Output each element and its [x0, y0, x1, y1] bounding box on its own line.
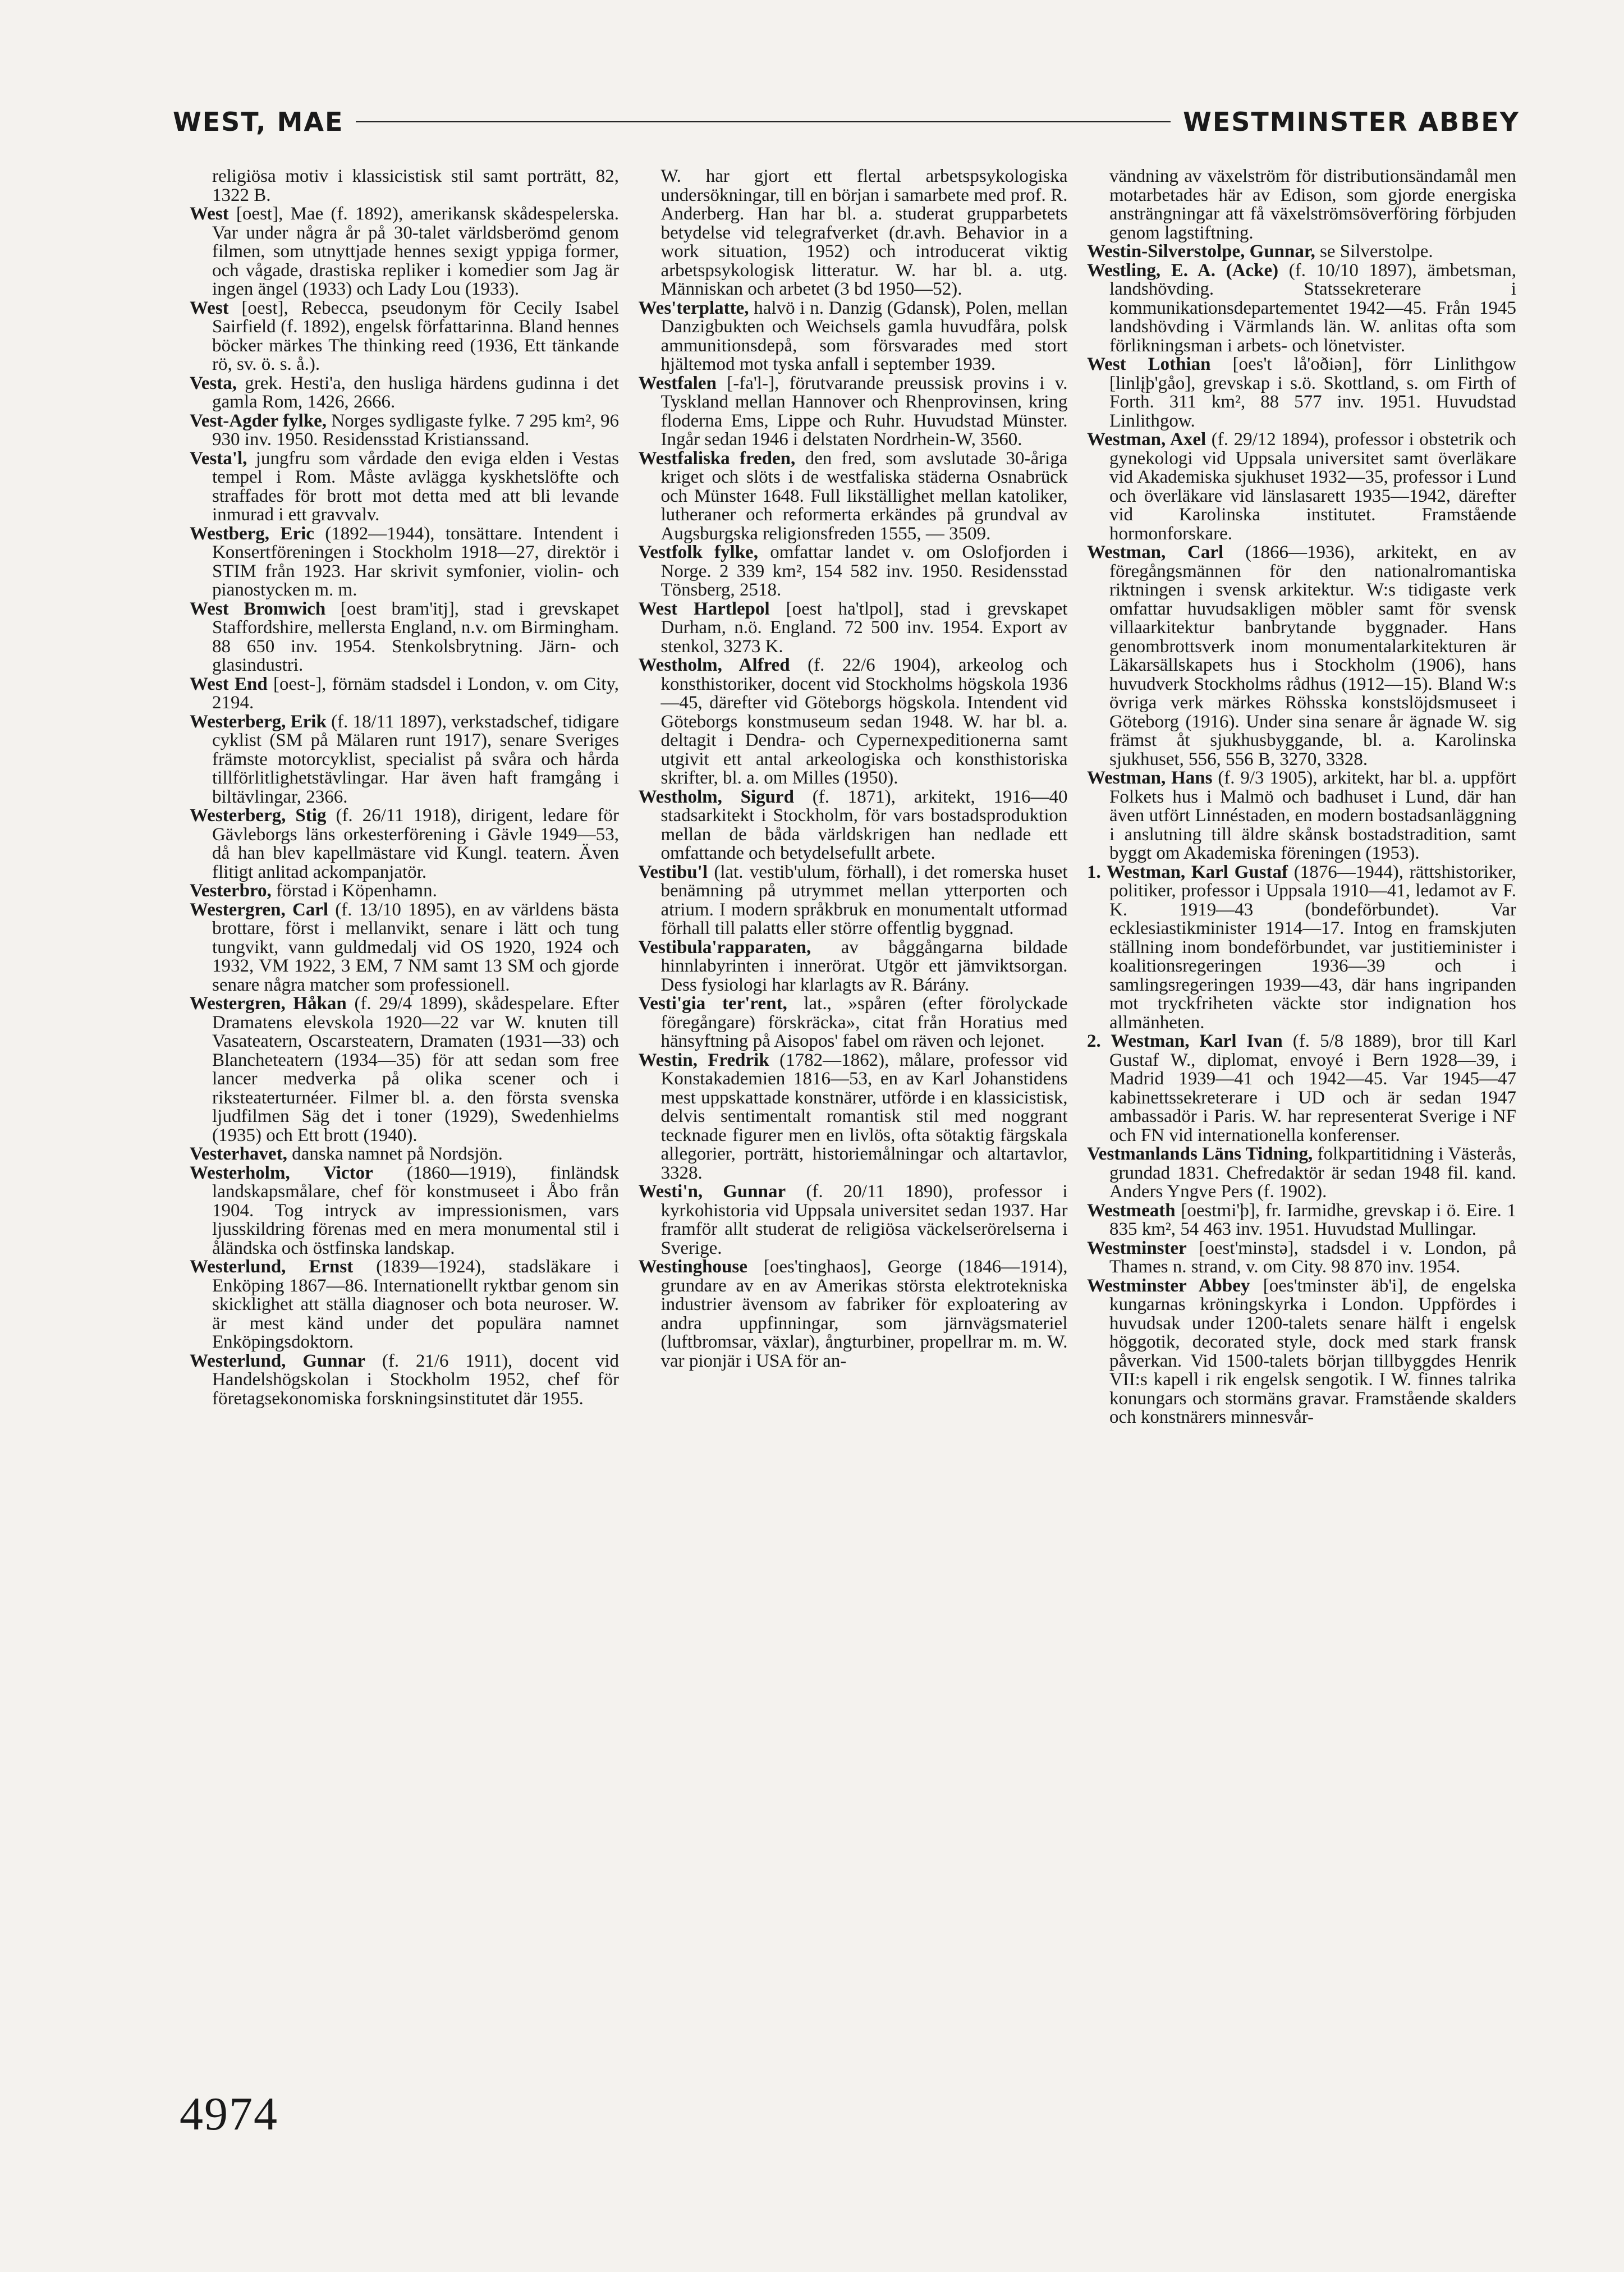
entry-text: jungfru som vårdade den eviga elden i Vestas tempel i Rom. Måste avlägga kyskhetslöfte och straffades för brott mot detta med att bli levande inmurad i ett gravvalv. — [212, 448, 619, 525]
entry-headword: West — [190, 204, 229, 224]
dictionary-entry — [190, 882, 619, 901]
entry-text: (f. 13/10 1895), en av världens bästa brottare, först i mellanvikt, senare i lätt och tung tungvikt, vann guldmedalj vid OS 1920, 1924 och 1932, VM 1922, 3 EM, 7 NM samt 13 SM och gjorde senare några matcher som professionell. — [212, 899, 619, 995]
entry-text: (1860—1919), finländsk landskapsmålare, chef för konstmuseet i Åbo från 1904. Tog intryck av impressionismen, vars ljusskildring förenas med en mera monumental stil i åländska och östfinska landskap. — [212, 1162, 619, 1258]
entry-text: [oes'tminster äb'i], de engelska kungarnas kröningskyrka i London. Uppfördes i huvudsak under 1200-talets senare hälft i engelsk höggotik, decorated style, dock med stark fransk påverkan. Vid 1500-talets början tillbyggdes Henrik VII:s kapell i rik engelsk sengotik. I W. finnes talrika konungars och stormäns gravar. Framstående skalders och konstnärers minnesvår- — [1109, 1275, 1516, 1427]
entry-headword: Westerlund, Gunnar — [190, 1350, 366, 1371]
entry-text: [oest], Rebecca, pseudonym för Cecily Isabel Sairfield (f. 1892), engelsk författarinna. Bland hennes böcker märkes The thinking reed (1936, Ett tänkande rö, sv. ö. s. å.). — [212, 297, 619, 374]
entry-headword: Westman, Axel — [1087, 429, 1206, 450]
dictionary-entry — [1087, 863, 1516, 1033]
dictionary-entry — [1087, 1032, 1516, 1145]
entry-text: förstad i Köpenhamn. — [271, 881, 437, 901]
entry-text: [oestmi'þ], fr. Iarmidhe, grevskap i ö. Eire. 1 835 km², 54 463 inv. 1951. Huvudstad Mullingar. — [1109, 1200, 1516, 1239]
entry-headword: Vesta'l, — [190, 448, 247, 469]
dictionary-entry — [190, 675, 619, 713]
dictionary-entry — [1087, 1145, 1516, 1202]
entry-headword: Westerberg, Stig — [190, 805, 327, 826]
dictionary-entry — [1087, 430, 1516, 543]
entry-headword: West Hartlepol — [638, 598, 770, 619]
dictionary-entry — [190, 1258, 619, 1352]
entry-text: [oest ha'tlpol], stad i grevskapet Durham, n.ö. England. 72 500 inv. 1954. Export av stenkol, 3273 K. — [660, 598, 1068, 657]
entry-text: [oest bram'itj], stad i grevskapet Staffordshire, mellersta England, n.v. om Birmingham. 88 650 inv. 1954. Stenkolsbrytning. Järn- och glasindustri. — [212, 598, 619, 675]
dictionary-entry — [639, 995, 1068, 1051]
entry-text: vändning av växelström för distributionsändamål men motarbetades här av Edison, som gjorde energiska ansträngningar att få växelströmsöverföring förbjuden genom lagstiftning. — [1109, 167, 1516, 243]
entry-text: (f. 9/3 1905), arkitekt, har bl. a. uppfört Folkets hus i Malmö och badhuset i Lund, där han även utfört Linnéstaden, en modern bostadsanläggning i anslutning till äldre skånsk bostadstradition, samt byggt om Akademiska föreningen (1953). — [1109, 768, 1516, 863]
entry-headword: West Bromwich — [190, 598, 326, 619]
dictionary-entry — [190, 450, 619, 525]
entry-headword: 1. Westman, Karl Gustaf — [1087, 862, 1288, 882]
entry-text: (f. 22/6 1904), arkeolog och konsthistoriker, docent vid Stockholms högskola 1936—45, därefter vid Göteborgs högskola. Intendent vid Göteborgs konstmuseum sedan 1948. W. har bl. a. deltagit i Dendra- och Cypernexpeditionerna samt utgivit ett antal arkeologiska och konsthistoriska skrifter, bl. a. om Milles (1950). — [660, 655, 1068, 788]
dictionary-entry — [190, 807, 619, 882]
entry-text: (1892—1944), tonsättare. Intendent i Konsertföreningen i Stockholm 1918—27, direktör i STIM från 1923. Har skrivit symfonier, violin- och pianostycken m. m. — [212, 523, 619, 600]
entry-text: (f. 1871), arkitekt, 1916—40 stadsarkitekt i Stockholm, för vars bostadsproduktion mellan de båda världskrigen han nedlade ett omfattande och betydelsefullt arbete. — [660, 786, 1068, 863]
text-columns — [190, 167, 1516, 2019]
entry-headword: Vestibu'l — [638, 862, 708, 882]
dictionary-entry — [639, 543, 1068, 600]
dictionary-entry — [1087, 242, 1516, 262]
dictionary-entry — [639, 450, 1068, 544]
dictionary-entry — [190, 1145, 619, 1164]
entry-text: W. har gjort ett flertal arbetspsykologiska undersökningar, till en början i samarbete med prof. R. Anderberg. Han har bl. a. studerat grupparbetets betydelse vid telegrafverket (dr.avh. Behavior in a work situation, 1952) och introducerat viktig arbetspsykologisk litteratur. W. har bl. a. utg. Människan och arbetet (3 bd 1950—52). — [660, 167, 1068, 299]
dictionary-entry — [639, 656, 1068, 788]
column-2 — [639, 167, 1068, 2019]
dictionary-entry — [190, 374, 619, 412]
entry-headword: Vesterhavet, — [190, 1144, 287, 1164]
entry-text: (lat. vestib'ulum, förhall), i det romerska huset benämning på utrymmet mellan ytterporten och atrium. I modern språkbruk en monumentalt utformad förhall till palatts eller större offentlig byggnad. — [660, 862, 1068, 938]
entry-text: [oes'tinghaos], George (1846—1914), grundare av en av Amerikas största elektrotekniska industrier ävensom av fabriker för exploatering av andra uppfinningar, som järnvägsmateriel (luftbromsar, växlar), ångturbiner, propellrar m. m. W. var pionjär i USA för an- — [660, 1257, 1068, 1371]
dictionary-entry — [1087, 1202, 1516, 1239]
entry-headword: Westinghouse — [638, 1257, 747, 1277]
entry-headword: Westman, Carl — [1087, 542, 1224, 562]
dictionary-entry — [639, 1183, 1068, 1258]
column-1 — [190, 167, 619, 2019]
dictionary-entry — [190, 525, 619, 600]
entry-headword: Vesterbro, — [190, 881, 272, 901]
entry-headword: Westminster Abbey — [1087, 1275, 1250, 1296]
entry-headword: Westminster — [1087, 1238, 1187, 1258]
dictionary-entry — [1087, 1277, 1516, 1427]
dictionary-entry — [190, 1164, 619, 1258]
entry-text: [oest'minstə], stadsdel i v. London, på Thames n. strand, v. om City. 98 870 inv. 1954. — [1109, 1238, 1516, 1277]
entry-headword: Westberg, Eric — [190, 523, 314, 544]
entry-text: [-fa'l-], förutvarande preussisk provins i v. Tyskland mellan Hannover och Rhenprovinsen, kring floderna Ems, Lippe och Ruhr. Huvudstad Münster. Ingår sedan 1946 i delstaten Nordrhein-W, 3560. — [660, 373, 1068, 450]
header-left-guideword: WEST, MAE — [173, 107, 344, 137]
entry-text: (f. 10/10 1897), ämbetsman, landshövding. Statssekreterare i kommunikationsdepartementet 1942—45. Från 1945 landshövding i Värmlands län. W. anlitas ofta som förlikningsman i arbets- och lönetvister. — [1109, 260, 1516, 356]
entry-headword: Westerlund, Ernst — [190, 1257, 354, 1277]
entry-text: [oest], Mae (f. 1892), amerikansk skådespelerska. Var under några år på 30-talet världsberömd genom filmen, som utnyttjade hennes sexigt yppiga former, och vågade, drastiska repliker i komedier som Jag är ingen ängel (1933) och Lady Lou (1933). — [212, 204, 619, 299]
dictionary-entry — [190, 1352, 619, 1409]
entry-text: halvö i n. Danzig (Gdansk), Polen, mellan Danzigbukten och Weichsels gamla huvudfåra, polsk ammunitionsdepå, som försvarades med stort hjältemod mot tyska anfall i september 1939. — [660, 297, 1068, 374]
dictionary-entry — [639, 1051, 1068, 1183]
dictionary-entry — [1087, 355, 1516, 430]
dictionary-entry — [639, 374, 1068, 450]
dictionary-entry — [190, 205, 619, 299]
entry-text: (1782—1862), målare, professor vid Konstakademien 1816—53, en av Karl Johanstidens mest uppskattade konstnärer, utförde i en klassicistisk, delvis sentimentalt romantisk stil med noggrant tecknade figurer men en livlös, ofta sötaktig färgskala allegorier, porträtt, historiemålningar och altartavlor, 3328. — [660, 1050, 1068, 1183]
dictionary-entry — [190, 901, 619, 995]
dictionary-entry — [190, 995, 619, 1145]
running-header — [173, 102, 1520, 141]
entry-headword: Westergren, Carl — [190, 899, 329, 920]
entry-continuation — [639, 167, 1068, 299]
entry-headword: Westling, E. A. (Acke) — [1087, 260, 1279, 281]
dictionary-entry — [639, 600, 1068, 657]
entry-headword: 2. Westman, Karl Ivan — [1087, 1031, 1283, 1051]
entry-text: (f. 21/6 1911), docent vid Handelshögskolan i Stockholm 1952, chef för företagsekonomiska forskningsinstitutet där 1955. — [212, 1350, 619, 1409]
entry-headword: West Lothian — [1087, 354, 1211, 374]
entry-text: (1839—1924), stadsläkare i Enköping 1867—86. Internationellt ryktbar genom sin skicklighet att ställa diagnoser och bota neuroser. W. är mest känd under det populära namnet Enköpingsdoktorn. — [212, 1257, 619, 1352]
dictionary-entry — [639, 938, 1068, 995]
entry-text: (f. 29/4 1899), skådespelare. Efter Dramatens elevskola 1920—22 var W. knuten till Vasateatern, Oscarsteatern, Dramaten (1931—33) och Blancheteatern (1934—35) för att sedan som free lancer medverka på olika scener och i riksteaterturnéer. Filmer bl. a. den första svenska ljudfilmen Säg det i toner (1929), Swedenhielms (1935) och Ett brott (1940). — [212, 993, 619, 1146]
dictionary-entry — [1087, 769, 1516, 863]
dictionary-entry — [1087, 1239, 1516, 1277]
entry-text: (f. 29/12 1894), professor i obstetrik och gynekologi vid Uppsala universitet samt överläkare vid Akademiska sjukhuset 1932—35, professor i Lund och överläkare vid länslasarett 1935—1942, därefter vid Karolinska institutet. Framstående hormonforskare. — [1109, 429, 1516, 544]
entry-headword: Vesti'gia ter'rent, — [638, 993, 787, 1014]
entry-headword: West End — [190, 674, 268, 694]
entry-headword: Westman, Hans — [1087, 768, 1213, 788]
entry-headword: Westi'n, Gunnar — [638, 1181, 786, 1202]
entry-text: danska namnet på Nordsjön. — [287, 1144, 503, 1164]
dictionary-entry — [190, 600, 619, 675]
page-number: 4974 — [180, 2088, 278, 2140]
entry-headword: Westin-Silverstolpe, Gunnar, — [1087, 241, 1315, 262]
entry-text: (f. 18/11 1897), verkstadschef, tidigare cyklist (SM på Mälaren runt 1917), senare Sveriges främste motorcyklist, specialist på svåra och hårda tillförlitlighetstävlingar. Har även haft framgång i biltävlingar, 2366. — [212, 711, 619, 807]
entry-headword: Westerholm, Victor — [190, 1162, 373, 1183]
dictionary-entry — [190, 412, 619, 450]
entry-text: grek. Hesti'a, den husliga härdens gudinna i det gamla Rom, 1426, 2666. — [212, 373, 619, 412]
entry-headword: Westholm, Sigurd — [638, 786, 795, 807]
entry-headword: West — [190, 297, 229, 318]
dictionary-entry — [190, 299, 619, 374]
entry-headword: Westmeath — [1087, 1200, 1176, 1221]
entry-headword: Vestmanlands Läns Tidning, — [1087, 1144, 1313, 1164]
entry-text: folkpartitidning i Västerås, grundad 1831. Chefredaktör är sedan 1948 fil. kand. Anders Yngve Pers (f. 1902). — [1109, 1144, 1516, 1202]
entry-text: lat., »spåren (efter förolyckade föregångare) förskräcka», citat från Horatius med hänsyftning på Aisopos' fabel om räven och lejonet. — [660, 993, 1068, 1051]
entry-headword: Vestibula'rapparaten, — [638, 937, 811, 958]
entry-text: (1866—1936), arkitekt, en av föregångsmännen för den nationalromantiska riktningen i svensk arkitektur. W:s tidigaste verk omfattar huvudsakligen möbler samt för svensk villaarkitektur banbrytande byggnader. Hans genombrottsverk inom monumentalarkitekturen är Läkarsällskapets hus i Stockholm (1906), hans huvudverk Stockholms rådhus (1912—15). Bland W:s övriga verk märkes Röhsska konstslöjdsmuseet i Göteborg (1916). Under sina senare år ägnade W. sig främst åt sjukhusbyggande, bl. a. Karolinska sjukhuset, 556, 556 B, 3270, 3328. — [1109, 542, 1516, 769]
entry-text: (f. 20/11 1890), professor i kyrkohistoria vid Uppsala universitet sedan 1937. Har framför allt studerat de religiösa väckelserörelserna i Sverige. — [660, 1181, 1068, 1258]
dictionary-entry — [639, 863, 1068, 938]
entry-headword: Westin, Fredrik — [638, 1050, 769, 1070]
entry-text: av båggångarna bildade hinnlabyrinten i innerörat. Utgör ett jämviktsorgan. Dess fysiologi har klarlagts av R. Bárány. — [660, 937, 1068, 995]
entry-continuation — [190, 167, 619, 205]
entry-text: religiösa motiv i klassicistisk stil samt porträtt, 82, 1322 B. — [212, 167, 619, 205]
entry-headword: Westerberg, Erik — [190, 711, 327, 732]
header-rule — [356, 121, 1171, 122]
entry-text: omfattar landet v. om Oslofjorden i Norge. 2 339 km², 154 582 inv. 1950. Residensstad Tönsberg, 2518. — [660, 542, 1068, 600]
entry-text: (f. 26/11 1918), dirigent, ledare för Gävleborgs läns orkesterförening i Gävle 1949—53, då han blev kapellmästare vid Kungl. teatern. Även flitigt anlitad ackompanjatör. — [212, 805, 619, 882]
entry-continuation — [1087, 167, 1516, 242]
entry-headword: Vesta, — [190, 373, 237, 393]
entry-headword: Westergren, Håkan — [190, 993, 347, 1014]
column-3 — [1087, 167, 1516, 2019]
entry-headword: Westfaliska freden, — [638, 448, 796, 469]
dictionary-entry — [639, 1258, 1068, 1371]
entry-text: [oes't lå'oðiən], förr Linlithgow [linlįþ'gåo], grevskap i s.ö. Skottland, s. om Firth of Forth. 311 km², 88 577 inv. 1951. Huvudstad Linlithgow. — [1109, 354, 1516, 431]
entry-text: den fred, som avslutade 30-åriga kriget och slöts i de westfaliska städerna Osnabrück och Münster 1648. Full likställighet mellan katoliker, lutheraner och reformerta erkändes på grundval av Augsburgska religionsfreden 1555, — 3509. — [660, 448, 1068, 544]
dictionary-entry — [639, 788, 1068, 863]
dictionary-entry — [1087, 262, 1516, 356]
entry-text: [oest-], förnäm stadsdel i London, v. om City, 2194. — [212, 674, 619, 713]
entry-headword: Westfalen — [638, 373, 717, 393]
dictionary-entry — [1087, 543, 1516, 769]
entry-headword: Wes'terplatte, — [638, 297, 749, 318]
entry-headword: Westholm, Alfred — [638, 655, 790, 675]
entry-headword: Vest-Agder fylke, — [190, 410, 327, 431]
entry-text: se Silverstolpe. — [1315, 241, 1433, 262]
entry-headword: Vestfolk fylke, — [638, 542, 758, 562]
entry-text: (f. 5/8 1889), bror till Karl Gustaf W., diplomat, envoyé i Bern 1928—39, i Madrid 1939—41 och 1942—45. Var 1945—47 kabinettssekreterare i UD och är sedan 1947 ambassadör i Paris. W. har representerat Sverige i NF och FN vid internationella konferenser. — [1109, 1031, 1516, 1146]
dictionary-entry — [190, 713, 619, 807]
entry-text: Norges sydligaste fylke. 7 295 km², 96 930 inv. 1950. Residensstad Kristianssand. — [212, 410, 619, 450]
dictionary-entry — [639, 299, 1068, 374]
entry-text: (1876—1944), rättshistoriker, politiker, professor i Uppsala 1910—41, ledamot av F. K. 1919—43 (bondeförbundet). Var ecklesiastikminister 1914—17. Intog en framskjuten ställning inom bondeförbundet, var justitieminister i koalitionsregeringen 1936—39 och i samlingsregeringen 1939—43, där hans ingripanden mot tryckfriheten väckte stor indignation hos allmänheten. — [1109, 862, 1516, 1033]
header-right-guideword: WESTMINSTER ABBEY — [1183, 107, 1520, 137]
